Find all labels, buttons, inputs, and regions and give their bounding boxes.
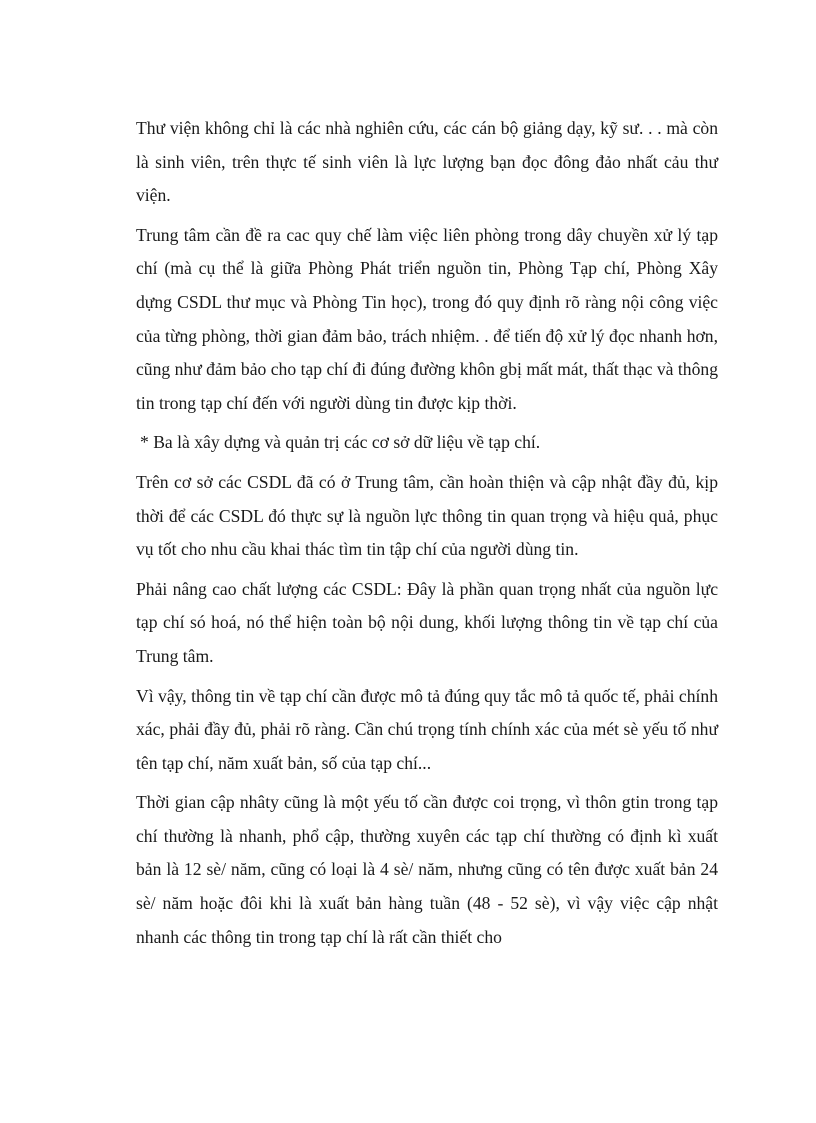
paragraph-2: Trung tâm cần đề ra cac quy chế làm việc liên phòng trong dây chuyền xử lý tạp chí (mà cụ thể là giữa Phòng Phát triển nguồn tin, Phòng Tạp chí, Phòng Xây dựng CSDL thư mục và Phòng Tin học), trong đó quy định rõ ràng nội công việc của từng phòng, thời gian đảm bảo, trách nhiệm. . để tiến độ xử lý đọc nhanh hơn, cũng như đảm bảo cho tạp chí đi đúng đường khôn gbị mất mát, thất thạc và thông tin trong tạp chí đến với người dùng tin được kịp thời.: [136, 224, 718, 413]
paragraph-4: Trên cơ sở các CSDL đã có ở Trung tâm, cần hoàn thiện và cập nhật đầy đủ, kịp thời để các CSDL đó thực sự là nguồn lực thông tin quan trọng và hiệu quả, phục vụ tốt cho nhu cầu khai thác tìm tin tập chí của người dùng tin.: [136, 471, 718, 560]
paragraph-7: Thời gian cập nhâty cũng là một yếu tố cần được coi trọng, vì thôn gtin trong tạp chí thường là nhanh, phổ cập, thường xuyên các tạp chí thường có định kì xuất bản là 12 sè/ năm, cũng có loại là 4 sè/ năm, nhưng cũng có tên được xuất bản 24 sè/ năm hoặc đôi khi là xuất bản hàng tuần (48 - 52 sè), vì vậy việc cập nhật nhanh các thông tin trong tạp chí là rất cần thiết cho: [136, 792, 718, 947]
document-body: [136, 112, 718, 954]
paragraph-1: Thư viện không chỉ là các nhà nghiên cứu, các cán bộ giảng dạy, kỹ sư. . . mà còn là sinh viên, trên thực tế sinh viên là lực lượng bạn đọc đông đảo nhất cảu thư viện.: [136, 118, 718, 206]
paragraph-6: Vì vậy, thông tin về tạp chí cần được mô tả đúng quy tắc mô tả quốc tế, phải chính xác, phải đầy đủ, phải rõ ràng. Cần chú trọng tính chính xác của mét sè yếu tố như tên tạp chí, năm xuất bản, số của tạp chí...: [136, 685, 718, 773]
paragraph-3-bullet: * Ba là xây dựng và quản trị các cơ sở dữ liệu về tạp chí.: [140, 432, 541, 453]
paragraph-5: Phải nâng cao chất lượng các CSDL: Đây là phần quan trọng nhất của nguồn lực tạp chí só hoá, nó thể hiện toàn bộ nội dung, khối lượng thông tin về tạp chí của Trung tâm.: [136, 578, 718, 666]
